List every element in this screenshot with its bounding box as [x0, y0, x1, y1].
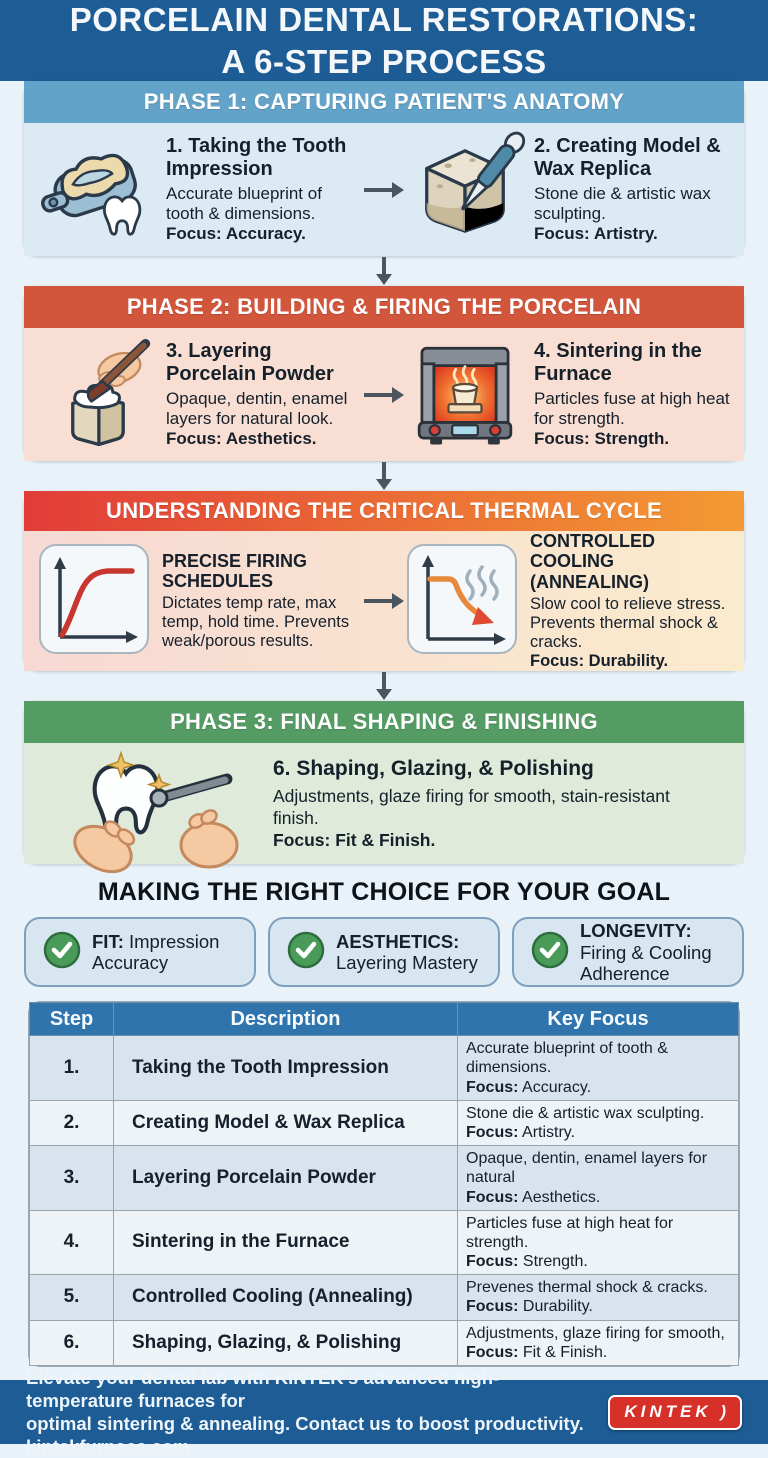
check-icon [530, 930, 570, 975]
step2-desc: Stone die & artistic wax sculpting. [534, 183, 711, 223]
choice-card-fit [24, 917, 256, 987]
firing-title: PRECISE FIRING SCHEDULES [162, 550, 308, 591]
step4-title: 4. Sintering in the Furnace [534, 339, 702, 385]
choice-card-aesthetics [268, 917, 500, 987]
page-title-line2: A 6-STEP PROCESS [221, 42, 547, 80]
cell-step: 4. [30, 1210, 114, 1275]
choice-cards [24, 917, 744, 987]
cell-step: 2. [30, 1100, 114, 1145]
page-header [0, 0, 768, 81]
cell-description: Sintering in the Furnace [114, 1210, 458, 1275]
table-row [30, 1320, 739, 1365]
cell-description: Layering Porcelain Powder [114, 1146, 458, 1211]
col-header-description: Description [114, 1003, 458, 1036]
cooling-curve-icon [406, 543, 518, 660]
step2 [406, 134, 730, 246]
cell-description: Controlled Cooling (Annealing) [114, 1275, 458, 1320]
thermal-item-cooling [406, 531, 730, 671]
page-footer [0, 1366, 768, 1458]
step3-focus: Focus: Aesthetics. [166, 429, 317, 449]
firing-desc: Dictates temp rate, max temp, hold time. Prevents weak/porous results. [162, 594, 350, 651]
step4 [406, 339, 730, 451]
col-header-step: Step [30, 1003, 114, 1036]
cell-keyfocus: Particles fuse at high heat for strength. Focus: Strength. [458, 1210, 739, 1275]
col-header-keyfocus: Key Focus [458, 1003, 739, 1036]
arrow-down-icon [0, 461, 768, 491]
check-icon [286, 930, 326, 975]
table-row [30, 1210, 739, 1275]
impression-tray-icon [38, 134, 156, 246]
step3 [38, 338, 362, 452]
step4-focus: Focus: Strength. [534, 429, 670, 449]
thermal-section [24, 491, 744, 671]
phase3-header: PHASE 3: FINAL SHAPING & FINISHING [24, 701, 744, 743]
choice-card-text: LONGEVITY: Firing & Cooling Adherence [580, 920, 712, 984]
table-row [30, 1100, 739, 1145]
step6-desc: Adjustments, glaze firing for smooth, stain-resistant finish. [273, 785, 670, 828]
arrow-right-icon [362, 383, 406, 407]
firing-curve-icon [38, 543, 150, 660]
cell-keyfocus: Adjustments, glaze firing for smooth, Focus: Fit & Finish. [458, 1320, 739, 1365]
cell-description: Shaping, Glazing, & Polishing [114, 1320, 458, 1365]
step2-title: 2. Creating Model & Wax Replica [534, 134, 721, 180]
porcelain-brush-icon [38, 338, 156, 452]
step6-title: 6. Shaping, Glazing, & Polishing [273, 756, 594, 780]
cell-keyfocus: Prevenes thermal shock & cracks. Focus: Durability. [458, 1275, 739, 1320]
kintekfurnace-link[interactable]: kintekfurnace.com [26, 1436, 190, 1458]
cell-step: 1. [30, 1036, 114, 1101]
cell-step: 3. [30, 1146, 114, 1211]
arrow-down-icon [0, 256, 768, 286]
step4-desc: Particles fuse at high heat for strength. [534, 388, 730, 428]
step1-desc: Accurate blueprint of tooth & dimensions. [166, 183, 322, 223]
phase1-section [24, 81, 744, 256]
thermal-item-firing [38, 543, 362, 660]
tooth-polishing-icon [38, 745, 273, 863]
step2-focus: Focus: Artistry. [534, 224, 658, 244]
stone-die-icon [406, 134, 524, 246]
phase2-header: PHASE 2: BUILDING & FIRING THE PORCELAIN [24, 286, 744, 328]
furnace-icon [406, 339, 524, 451]
table-row [30, 1275, 739, 1320]
cell-keyfocus: Opaque, dentin, enamel layers for natural Focus: Aesthetics. [458, 1146, 739, 1211]
summary-table [28, 1001, 740, 1367]
step1-focus: Focus: Accuracy. [166, 224, 306, 244]
footer-text: Elevate your dental lab with KINTEK's advanced high-temperature furnaces for optimal sintering & annealing. Contact us to boost productivity. kintekfurnace.com [26, 1366, 584, 1458]
phase2-section [24, 286, 744, 461]
arrow-down-icon [0, 671, 768, 701]
phase1-header: PHASE 1: CAPTURING PATIENT'S ANATOMY [24, 81, 744, 123]
check-icon [42, 930, 82, 975]
table-header-row [30, 1003, 739, 1036]
cell-description: Taking the Tooth Impression [114, 1036, 458, 1101]
cooling-title: CONTROLLED COOLING (ANNEALING) [530, 531, 655, 592]
step3-title: 3. Layering Porcelain Powder [166, 339, 334, 385]
cooling-focus: Focus: Durability. [530, 652, 669, 671]
choice-card-text: AESTHETICS: Layering Mastery [336, 930, 478, 974]
cell-description: Creating Model & Wax Replica [114, 1100, 458, 1145]
step1-title: 1. Taking the Tooth Impression [166, 134, 347, 180]
arrow-right-icon [362, 589, 406, 613]
page-title-line1: PORCELAIN DENTAL RESTORATIONS: [69, 1, 699, 38]
cell-keyfocus: Stone die & artistic wax sculpting. Focus: Artistry. [458, 1100, 739, 1145]
cell-step: 6. [30, 1320, 114, 1365]
choice-heading: MAKING THE RIGHT CHOICE FOR YOUR GOAL [97, 878, 671, 907]
step3-desc: Opaque, dentin, enamel layers for natural look. [166, 388, 348, 428]
arrow-right-icon [362, 178, 406, 202]
cooling-desc: Slow cool to relieve stress. Prevents thermal shock & cracks. [530, 594, 726, 651]
cell-step: 5. [30, 1275, 114, 1320]
step6-focus: Focus: Fit & Finish. [273, 829, 436, 850]
cell-keyfocus: Accurate blueprint of tooth & dimensions. Focus: Accuracy. [458, 1036, 739, 1101]
step1 [38, 134, 362, 246]
kintek-logo: KINTEK ) [608, 1395, 742, 1430]
choice-card-text: FIT: Impression Accuracy [92, 930, 220, 974]
phase3-section [24, 701, 744, 864]
thermal-header: UNDERSTANDING THE CRITICAL THERMAL CYCLE [24, 491, 744, 531]
table-row [30, 1146, 739, 1211]
choice-card-longevity [512, 917, 744, 987]
table-row [30, 1036, 739, 1101]
